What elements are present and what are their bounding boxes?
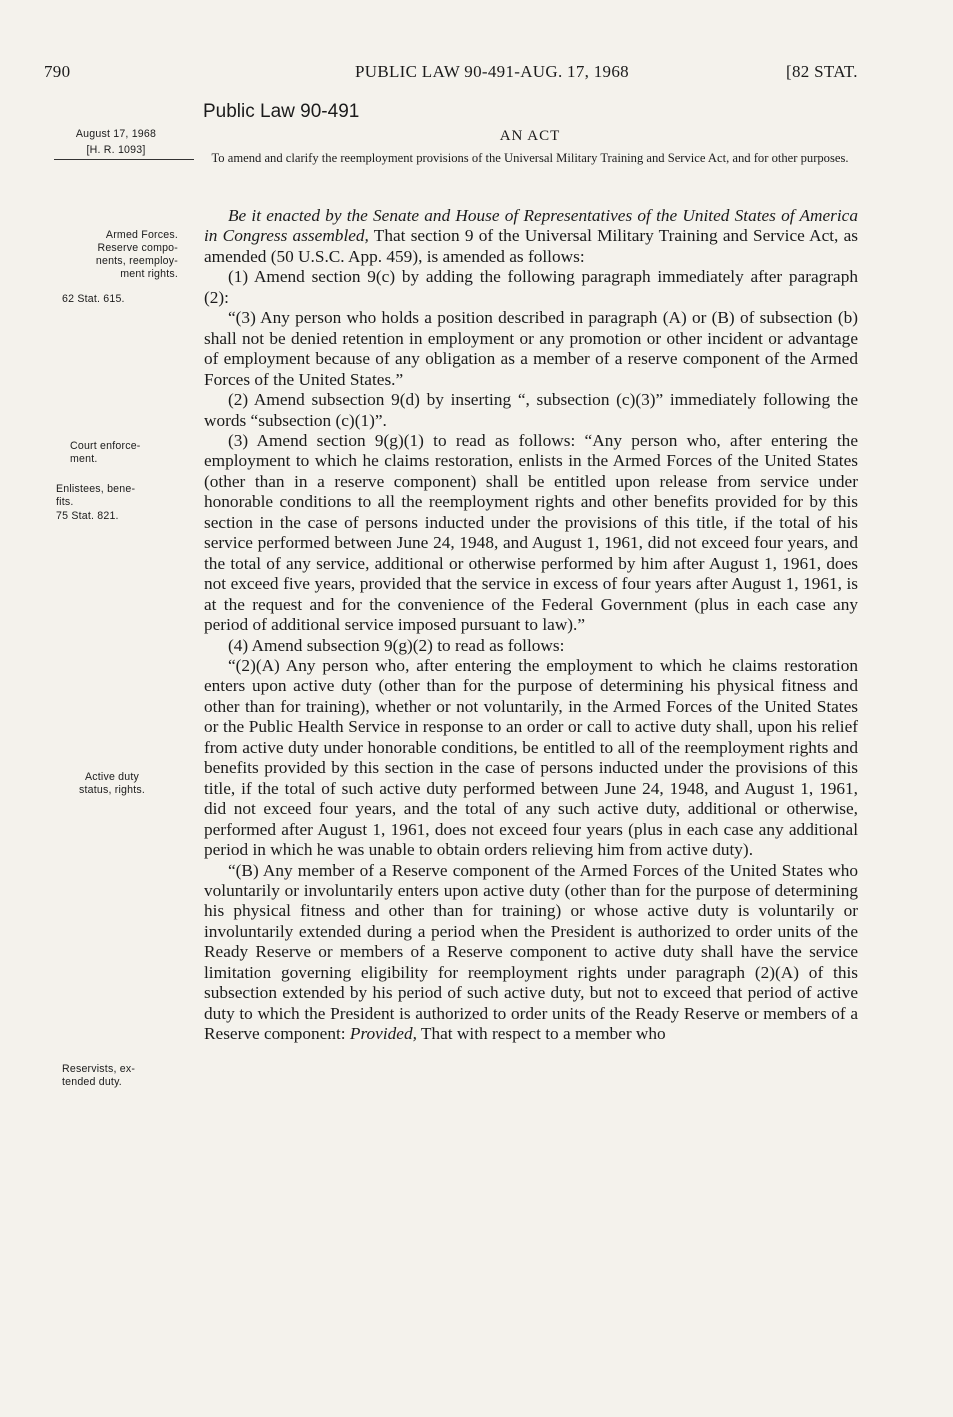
law-title: Public Law 90-491 [203, 101, 360, 122]
margin-note-line: ment. [70, 453, 98, 465]
enacting-formula: Be it enacted by the Senate and House of Representatives of the United States of America in Congress assembled, [204, 206, 858, 246]
paragraph-4: (3) Amend section 9(g)(1) to read as follows: “Any person who, after entering the employment to which he claims restoration, enlists in the Armed Forces of the United States (other than in a reserve component) shall be entitled upon release from service under honorable conditions to all the reemployment rights and other benefits provided for by this section in the case of persons inducted under the provisions of this title, if the total of his service performed between June 24, 1948, and August 1, 1961, did not exceed four years, and the total of any service, additional or otherwise performed by him after August 1, 1961, does not exceed five years, provided that the service in excess of four years after August 1, 1961, is at the request and for the convenience of the Federal Government (plus in each case any period of additional service imposed pursuant to law).” [204, 430, 858, 635]
paragraph-3: (2) Amend subsection 9(d) by inserting “, subsection (c)(3)” immediately following the words “subsection (c)(1)”. [204, 390, 858, 430]
paragraph-6: “(2)(A) Any person who, after entering the employment to which he claims restoration enters upon active duty (other than for the purpose of determining his physical fitness and other than for training), whether or not voluntarily, in the Armed Forces of the United States or the Public Health Service in response to an order or call to active duty shall, upon his relief from active duty under honorable conditions, be entitled to all of the reemployment rights and benefits provided by this section in the case of persons inducted under the provisions of this title, if the total of such active duty performed between June 24, 1948, and August 1, 1961, did not exceed four years, and the total of any such active duty, additional or otherwise, performed after August 1, 1961, does not exceed four years (plus in each case any additional period in which he was unable to obtain orders relieving him from active duty). [204, 655, 858, 860]
margin-note-active-duty [62, 771, 162, 797]
statute-reference: [82 STAT. [786, 62, 858, 81]
margin-note-enlistees [56, 483, 196, 509]
margin-note-line: Active duty [84, 771, 139, 783]
margin-date: August 17, 1968 [75, 128, 157, 140]
margin-note-line: Reserve compo- [97, 242, 178, 254]
enacting-clause [204, 206, 858, 267]
margin-note-75-stat: 75 Stat. 821. [56, 510, 119, 522]
paragraph-7 [204, 861, 858, 1045]
running-title: PUBLIC LAW 90-491-AUG. 17, 1968 [355, 62, 629, 81]
margin-note-reservists [62, 1063, 202, 1089]
margin-note-line: status, rights. [79, 784, 145, 796]
margin-note-line: ment rights. [120, 268, 178, 280]
act-purpose: To amend and clarify the reemployment provisions of the Universal Military Training and Service Act, and for other purposes. [211, 151, 849, 165]
proviso-word: Provided, [349, 1024, 417, 1044]
margin-rule [54, 159, 194, 160]
margin-note-line: Armed Forces. [105, 229, 178, 241]
margin-note-62-stat: 62 Stat. 615. [62, 293, 125, 305]
margin-note-court [70, 440, 210, 466]
act-body [204, 206, 858, 1045]
page-number: 790 [44, 62, 71, 81]
paragraph-5: (4) Amend subsection 9(g)(2) to read as follows: [228, 635, 565, 655]
margin-note-line: Reservists, ex- [62, 1063, 136, 1075]
paragraph-7-start: “(B) Any member of a Reserve component of the Armed Forces of the United States who voluntarily or involuntarily enters upon active duty (other than for the purpose of determining his physical fitness and other than for training) or whose active duty is voluntarily or involuntarily extended during a period when the President is authorized to order units of the Ready Reserve or members of a Reserve component to active duty shall have the service limitation governing eligibility for reemployment rights under paragraph (2)(A) of this subsection extended by his period of such active duty, but not to exceed that period of active duty to which the President is authorized to order units of the Ready Reserve or members of a Reserve component: [204, 860, 858, 1044]
margin-note-line: tended duty. [62, 1076, 122, 1088]
margin-bill: [H. R. 1093] [86, 144, 146, 156]
paragraph-2: “(3) Any person who holds a position described in paragraph (A) or (B) of subsection (b) shall not be denied retention in employment or any promotion or other incident or advantage of employment because of any obligation as a member of a reserve component of the Armed Forces of the United States.” [204, 308, 858, 389]
margin-note-line: Enlistees, bene- [56, 483, 136, 495]
margin-note-line: Court enforce- [70, 440, 141, 452]
margin-note-line: nents, reemploy- [95, 255, 178, 267]
paragraph-1: (1) Amend section 9(c) by adding the following paragraph immediately after paragraph (2): [204, 267, 858, 307]
margin-note-line: fits. [56, 496, 74, 508]
act-heading: AN ACT [499, 128, 561, 144]
enacting-text: That section 9 of the Universal Military Training and Service Act, as amended (50 U.S.C. App. 459), is amended as follows: [204, 226, 858, 266]
margin-note-armed-forces [46, 229, 178, 281]
paragraph-7-end: That with respect to a member who [416, 1024, 666, 1044]
